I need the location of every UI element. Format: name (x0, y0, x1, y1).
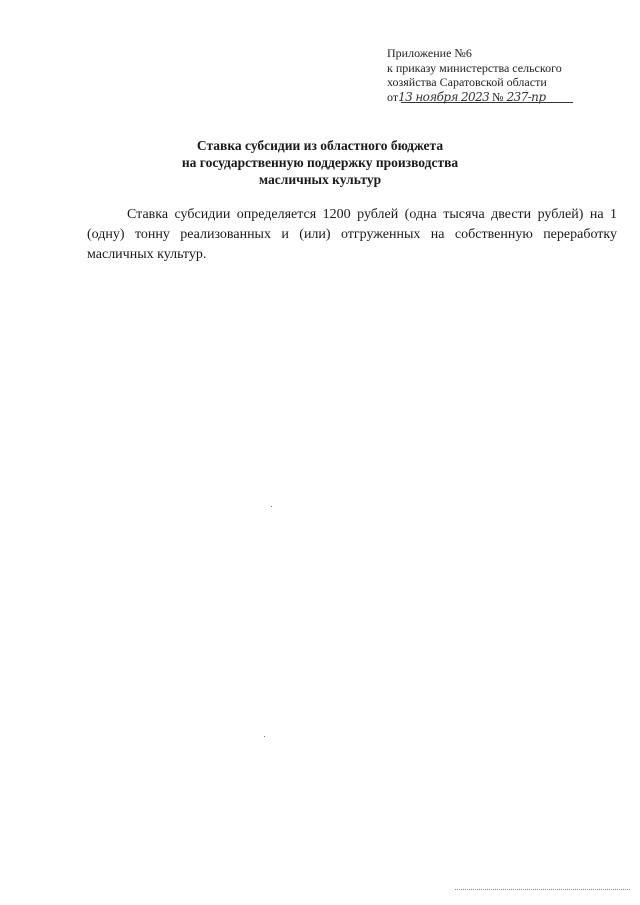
document-title (120, 137, 520, 188)
handwritten-number: 237-пр (506, 89, 546, 104)
annex-order-line: к приказу министерства сельского (387, 60, 562, 75)
title-line-1: Ставка субсидии из областного бюджета (196, 138, 444, 153)
title-line-2: на государственную поддержку производства (181, 155, 459, 170)
number-label: № (492, 89, 504, 104)
annex-ministry-line: хозяйства Саратовской области (387, 75, 547, 89)
scan-speck (264, 736, 265, 737)
handwritten-date: 13 ноября 2023 (398, 89, 490, 104)
annex-header (387, 46, 627, 104)
title-line-3: масличных культур (258, 172, 382, 187)
signature-underline (401, 102, 573, 103)
scan-speck (271, 506, 272, 507)
annex-title: Приложение №6 (387, 46, 472, 60)
annex-date-number-row (387, 90, 627, 105)
scan-edge-artifact (455, 889, 630, 890)
from-label: от (387, 89, 399, 104)
body-paragraph: Ставка субсидии определяется 1200 рублей (одна тысяча двести рублей) на 1 (одну) тонну реализованных и (или) отгруженных на собственную переработку масличных культур. (87, 207, 617, 262)
